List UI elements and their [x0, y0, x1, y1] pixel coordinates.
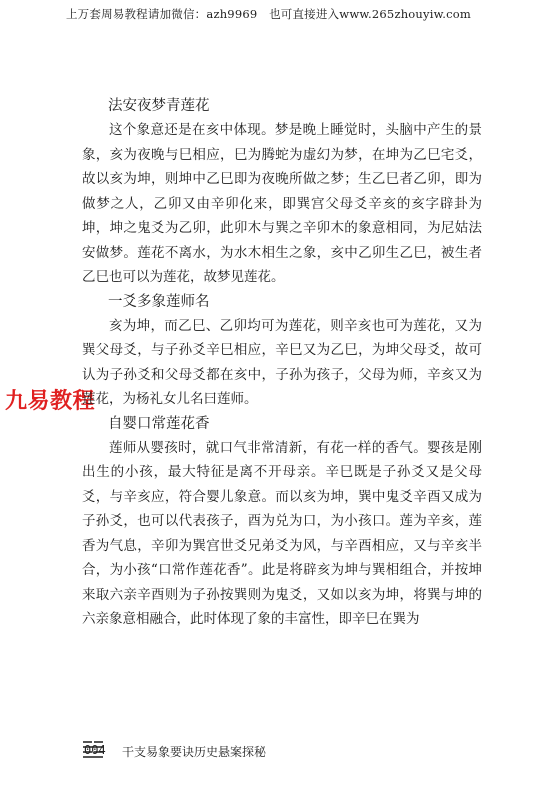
page-header: 上万套周易教程请加微信：azh9969 也可直接进入www.265zhouyiw.com [65, 7, 472, 21]
section-heading: 法安夜梦青莲花 [108, 98, 210, 114]
page-footer [82, 740, 482, 762]
section-paragraph: 这个象意还是在亥中体现。梦是晚上睡觉时，头脑中产生的景象，亥为夜晚与巳相应，巳为腾蛇为虚幻为梦，在坤为乙巳宅爻，故以亥为坤，则坤中乙巳即为夜晚所做之梦；生乙巳者乙卯，即为做梦之人，乙卯又由辛卯化来，即巽宫父母爻辛亥的亥字辟卦为坤，坤之鬼爻为乙卯，此卯木与巽之辛卯木的象意相同，为尼姑法安做梦。莲花不离水，为水木相生之象，亥中乙卯生乙巳，被生者乙巳也可以为莲花，故梦见莲花。 [82, 122, 482, 285]
page-content [82, 94, 482, 632]
book-title: 干支易象要诀历史悬案探秘 [122, 745, 267, 759]
section-paragraph: 亥为坤，而乙巳、乙卯均可为莲花，则辛亥也可为莲花，又为巽父母爻，与子孙爻辛巳相应，辛巳又为乙巳，为坤父母爻，故可认为子孙爻和父母爻都在亥中，子孙为孩子，父母为师，辛亥又为莲花，为杨礼女儿名曰莲师。 [82, 317, 482, 407]
watermark-logo: 九易教程 [5, 389, 96, 414]
section-heading: 自婴口常莲花香 [108, 415, 210, 432]
page-number: 004 [84, 743, 106, 757]
section-heading: 一爻多象莲师名 [108, 293, 210, 310]
section-paragraph: 莲师从婴孩时，就口气非常清新，有花一样的香气。婴孩是刚出生的小孩，最大特征是离不开母亲。辛巳既是子孙爻又是父母爻，与辛亥应，符合婴儿象意。而以亥为坤，巽中鬼爻辛酉又成为子孙爻，也可以代表孩子，酉为兑为口，为小孩口。莲为辛亥，莲香为气息，辛卯为巽宫世爻兄弟爻为风，与辛酉相应，又与辛亥半合，为小孩“口常作莲花香”。此是将辟亥为坤与巽相组合，并按坤来取六亲辛酉则为子孙按巽则为鬼爻，又如以亥为坤，将巽与坤的六亲象意相融合，此时体现了象的丰富性，即辛巳在巽为 [82, 439, 482, 627]
